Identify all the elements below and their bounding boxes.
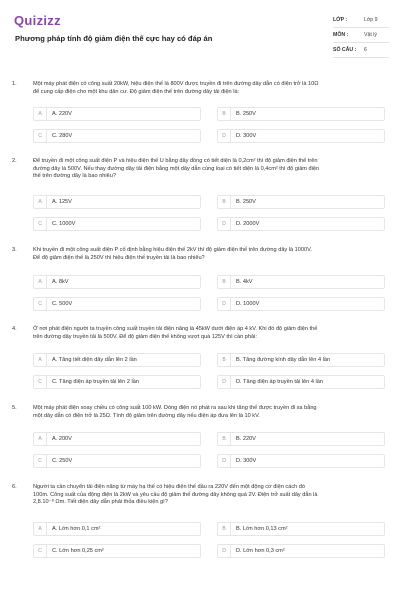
meta-count-label: SỐ CÂU : [333, 47, 357, 53]
question-line: Khi truyền đi một công suất điện P cố định bằng hiệu điện thế 2kV thì độ giảm điện thế trên đường dây là 1000V. [33, 247, 312, 253]
option-letter: B [218, 108, 231, 120]
option-letter: B [218, 433, 231, 445]
option-text: C. Lớn hơn 0,25 cm² [52, 548, 104, 554]
question-text [33, 81, 389, 96]
option-text: C. 1000V [52, 221, 76, 227]
question-line: 2,8.10⁻⁸ Ωm. Tiết diện dây dẫn phải thỏa điều kiện gì? [33, 499, 168, 506]
option-letter: D [218, 218, 231, 230]
option-text: D. Tăng điện áp truyền tải lên 4 lần [236, 379, 323, 385]
question-text [33, 247, 389, 262]
meta-subject-value: Vật lý [364, 32, 377, 38]
option-b[interactable] [217, 195, 385, 209]
option-letter: C [34, 130, 47, 142]
option-text: A. Tăng tiết diện dây dẫn lên 2 lần [52, 357, 137, 363]
meta-class-label: LỚP : [333, 17, 348, 23]
meta-class-value: Lớp 9 [364, 17, 378, 23]
meta-count-value: 6 [364, 47, 367, 53]
option-text: B. 4kV [236, 279, 253, 285]
option-letter: C [34, 455, 47, 467]
option-c[interactable] [33, 129, 201, 143]
question-line: 100m. Công suất của động điện là 2kW và yêu cầu độ giảm thế đường dây không quá 2V. Điện trở suất dây dẫn là [33, 491, 318, 498]
meta-divider [333, 57, 389, 58]
option-text: C. 280V [52, 133, 73, 139]
option-text: D. 2000V [236, 221, 260, 227]
option-letter: B [218, 523, 231, 535]
option-c[interactable] [33, 297, 201, 311]
option-letter: C [34, 218, 47, 230]
option-c[interactable] [33, 544, 201, 558]
option-letter: C [34, 545, 47, 557]
option-text: D. 300V [236, 133, 257, 139]
option-d[interactable] [217, 454, 385, 468]
question-number: 2. [12, 158, 17, 164]
question-line: thế trên đường dây là bao nhiêu? [33, 173, 116, 180]
question-number: 3. [12, 247, 17, 253]
option-text: B. Tăng đường kính dây dẫn lên 4 lần [236, 357, 331, 363]
option-a[interactable] [33, 107, 201, 121]
option-letter: A [34, 196, 47, 208]
question-text [33, 326, 389, 341]
option-letter: C [34, 298, 47, 310]
option-a[interactable] [33, 522, 201, 536]
question-text [33, 405, 389, 420]
option-d[interactable] [217, 297, 385, 311]
option-letter: B [218, 276, 231, 288]
option-text: B. 220V [236, 436, 256, 442]
option-letter: A [34, 433, 47, 445]
option-text: A. 200V [52, 436, 72, 442]
question-text [33, 158, 389, 181]
quizizz-logo: Quizizz [14, 13, 61, 28]
question-line: Người ta cần chuyển tải điện năng từ máy hạ thế có hiệu điện thế đầu ra 220V đến một động cơ điện cách đó [33, 484, 306, 490]
option-text: A. 220V [52, 111, 72, 117]
question-number: 5. [12, 405, 17, 411]
meta-subject-label: MÔN : [333, 32, 349, 38]
question-line: một dây dẫn có điện trở là 25Ω. Tính độ giảm trên đường dây nếu điện áp đưa lên là 10 kV. [33, 412, 260, 419]
question-line: đường dây là 500V. Nếu thay đường dây tải điện bằng một dây dẫn cùng loại có tiết diện là 0,4cm² thì độ giảm điện [33, 165, 320, 172]
meta-divider [333, 27, 389, 28]
option-letter: D [218, 376, 231, 388]
option-text: B. 250V [236, 111, 256, 117]
option-b[interactable] [217, 522, 385, 536]
option-letter: C [34, 376, 47, 388]
option-text: C. 500V [52, 301, 73, 307]
option-letter: A [34, 523, 47, 535]
option-text: C. Tăng điện áp truyền tải lên 2 lần [52, 379, 139, 385]
option-letter: D [218, 298, 231, 310]
page-header [0, 0, 400, 66]
option-text: B. 250V [236, 199, 256, 205]
option-d[interactable] [217, 375, 385, 389]
question-line: để cung cấp điện cho một khu dân cư. Độ giảm điện thế trên đường dây tải điện là: [33, 88, 240, 95]
option-text: A. 8kV [52, 279, 69, 285]
option-letter: D [218, 130, 231, 142]
page-title: Phương pháp tính độ giảm điện thế cực hay có đáp án [15, 34, 213, 43]
option-letter: B [218, 196, 231, 208]
option-letter: A [34, 354, 47, 366]
question-number: 1. [12, 81, 17, 87]
option-b[interactable] [217, 107, 385, 121]
question-line: trên đường dây truyền tải là 500V. Để độ giảm điện thế không vượt quá 125V thì cần phải: [33, 333, 257, 340]
option-text: B. Lớn hơn 0,13 cm² [236, 526, 288, 532]
option-text: D. Lớn hơn 0,3 cm² [236, 548, 285, 554]
question-line: Một máy phát điện có công suất 20kW, hiệu điện thế là 800V được truyền đi trên đường dây dẫn có điện trở là 10Ω [33, 81, 319, 87]
option-letter: D [218, 455, 231, 467]
option-text: A. 125V [52, 199, 72, 205]
option-d[interactable] [217, 217, 385, 231]
question-number: 6. [12, 484, 17, 490]
question-line: Để độ giảm điện thế là 250V thì hiệu điện thế truyền tải là bao nhiêu? [33, 254, 205, 261]
option-a[interactable] [33, 353, 201, 367]
option-text: D. 300V [236, 458, 257, 464]
option-letter: B [218, 354, 231, 366]
option-c[interactable] [33, 217, 201, 231]
option-letter: D [218, 545, 231, 557]
option-a[interactable] [33, 195, 201, 209]
meta-divider [333, 42, 389, 43]
option-b[interactable] [217, 432, 385, 446]
option-c[interactable] [33, 454, 201, 468]
question-text [33, 484, 389, 507]
option-letter: A [34, 108, 47, 120]
option-text: A. Lớn hơn 0,1 cm² [52, 526, 101, 532]
option-d[interactable] [217, 544, 385, 558]
question-number: 4. [12, 326, 17, 332]
option-text: C. 250V [52, 458, 73, 464]
option-b[interactable] [217, 353, 385, 367]
option-a[interactable] [33, 432, 201, 446]
question-line: Ở nơi phát điện người ta truyền công suất truyền tải điện năng là 45kW dưới điện áp 4 kV. Khi đó độ giảm điện thế [33, 326, 318, 332]
option-a[interactable] [33, 275, 201, 289]
option-c[interactable] [33, 375, 201, 389]
option-text: D. 1000V [236, 301, 260, 307]
option-letter: A [34, 276, 47, 288]
option-d[interactable] [217, 129, 385, 143]
option-b[interactable] [217, 275, 385, 289]
question-line: Để truyền đi một công suất điện P và hiệu điện thế U bằng dây đồng có tiết diện là 0,2cm² thì độ giảm điện thế trên [33, 158, 318, 164]
question-line: Một máy phát điện xoay chiều có công suất 100 kW. Dòng điện nó phát ra sau khi tăng thế được truyền đi xa bằng [33, 405, 317, 411]
